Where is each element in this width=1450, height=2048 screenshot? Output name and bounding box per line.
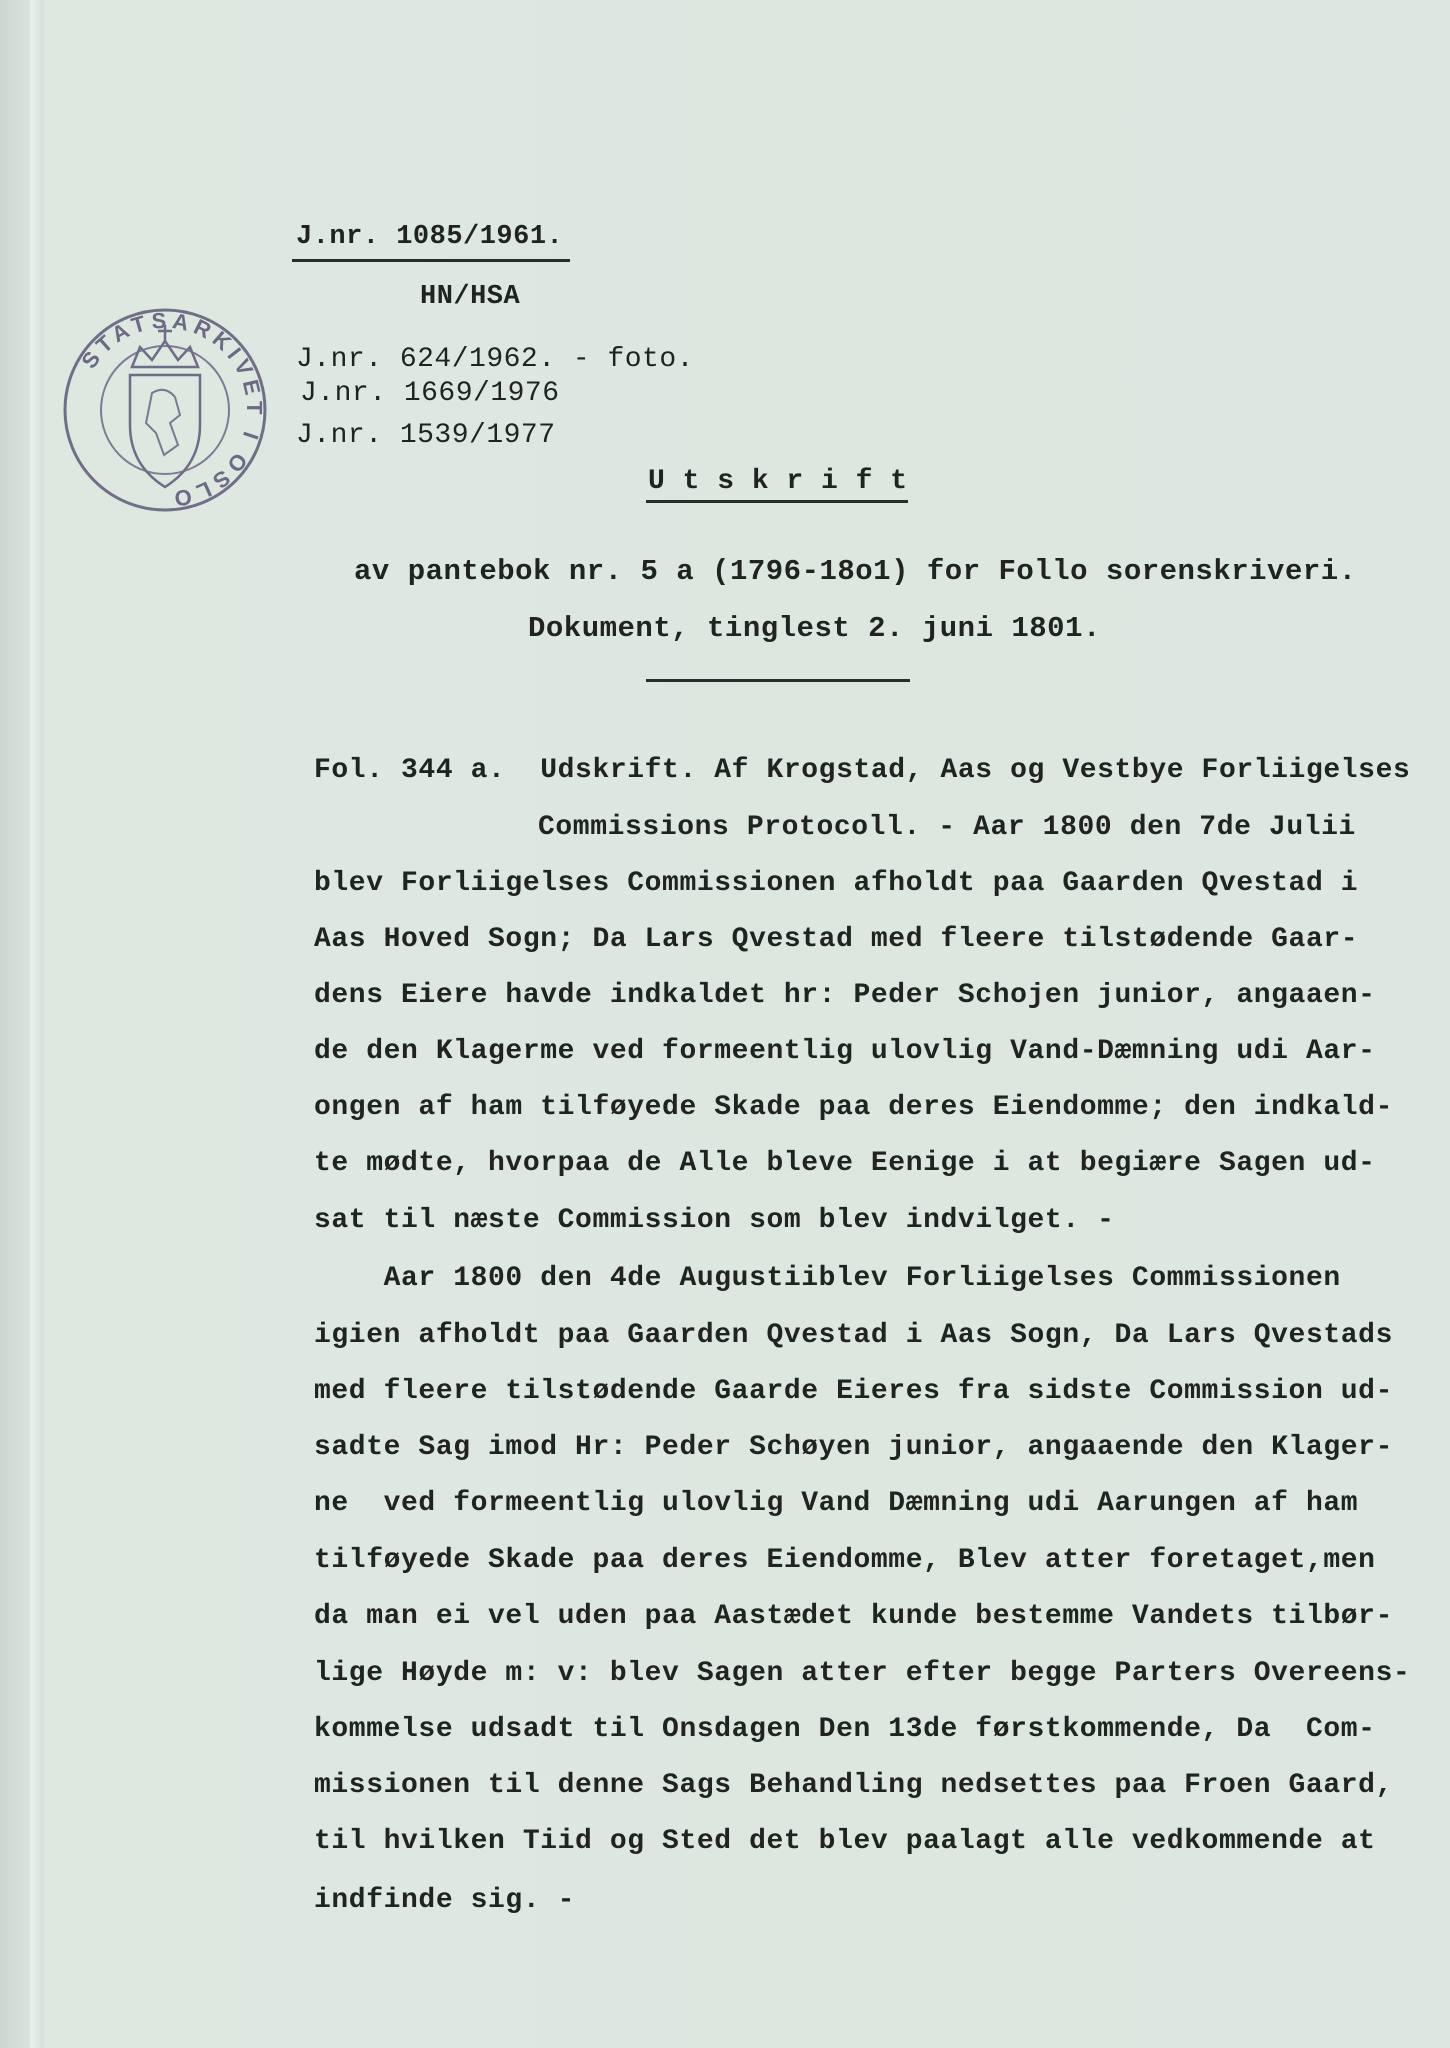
jnr-list-item-2: J.nr. 1669/1976	[300, 378, 560, 409]
body-line: missionen til denne Sags Behandling nedsettes paa Froen Gaard,	[314, 1770, 1393, 1801]
body-line: til hvilken Tiid og Sted det blev paalagt alle vedkommende at	[314, 1826, 1376, 1857]
stamp-text: STATSARKIVET I OSLO	[76, 307, 268, 513]
body-line: lige Høyde m: v: blev Sagen atter efter begge Parters Overeens-	[314, 1658, 1411, 1689]
subtitle-line-2: Dokument, tinglest 2. juni 1801.	[528, 612, 1101, 645]
body-line: med fleere tilstødende Gaarde Eieres fra sidste Commission ud-	[314, 1376, 1393, 1407]
subtitle-line-1: av pantebok nr. 5 a (1796-18o1) for Follo sorenskriveri.	[354, 555, 1357, 588]
body-line: Aas Hoved Sogn; Da Lars Qvestad med fleere tilstødende Gaar-	[314, 924, 1359, 955]
document-title: U t s k r i f t	[648, 466, 908, 497]
body-line: kommelse udsadt til Onsdagen Den 13de førstkommende, Da Com-	[314, 1714, 1376, 1745]
body-line: ne ved formeentlig ulovlig Vand Dæmning udi Aarungen af ham	[314, 1488, 1359, 1519]
body-line: blev Forliigelses Commissionen afholdt paa Gaarden Qvestad i	[314, 868, 1359, 899]
jnr-underline	[292, 259, 570, 262]
title-underline	[646, 500, 908, 503]
body-line: da man ei vel uden paa Aastædet kunde bestemme Vandets tilbør-	[314, 1601, 1393, 1632]
body-line: te mødte, hvorpaa de Alle bleve Eenige i at begiære Sagen ud-	[314, 1148, 1376, 1179]
body-line: dens Eiere havde indkaldet hr: Peder Schojen junior, angaaen-	[314, 980, 1376, 1011]
jnr-list-item-3: J.nr. 1539/1977	[296, 420, 556, 451]
body-line: indfinde sig. -	[314, 1885, 576, 1916]
body-line: Aar 1800 den 4de Augustiiblev Forliigelses Commissionen	[314, 1263, 1341, 1294]
body-line: de den Klagerme ved formeentlig ulovlig Vand-Dæmning udi Aar-	[314, 1036, 1376, 1067]
body-line: tilføyede Skade paa deres Eiendomme, Blev atter foretaget,men	[314, 1545, 1376, 1576]
archive-stamp	[60, 305, 270, 515]
paper-edge	[30, 0, 44, 2048]
initials: HN/HSA	[420, 282, 521, 312]
separator-rule	[646, 679, 910, 682]
body-line: sat til næste Commission som blev indvilget. -	[314, 1205, 1115, 1236]
body-line: sadte Sag imod Hr: Peder Schøyen junior, angaaende den Klager-	[314, 1432, 1393, 1463]
body-first-line: Fol. 344 a. Udskrift. Af Krogstad, Aas og Vestbye Forliigelses	[314, 755, 1411, 786]
jnr-main: J.nr. 1085/1961.	[296, 222, 564, 252]
body-line: ongen af ham tilføyede Skade paa deres Eiendomme; den indkald-	[314, 1092, 1393, 1123]
jnr-list-item-1: J.nr. 624/1962. - foto.	[296, 344, 694, 375]
body-line: Commissions Protocoll. - Aar 1800 den 7de Julii	[538, 812, 1356, 843]
body-line: igien afholdt paa Gaarden Qvestad i Aas Sogn, Da Lars Qvestads	[314, 1320, 1393, 1351]
